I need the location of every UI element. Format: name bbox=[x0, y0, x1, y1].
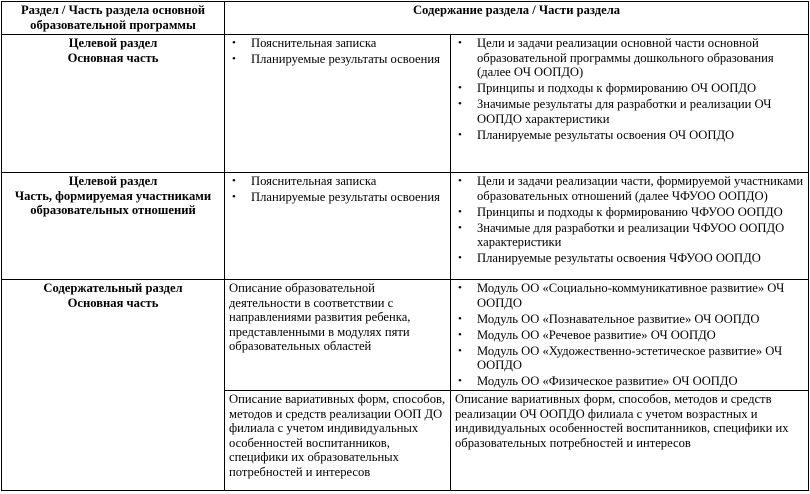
table-row bbox=[2, 173, 809, 280]
list-item: • Модуль ОО «Физическое развитие» ОЧ ООПДО bbox=[477, 374, 804, 389]
bullet-list bbox=[229, 36, 446, 67]
content-paragraph: Описание вариативных форм, способов, методов и средств реализации ОЧ ООПДО филиала с учетом возрастных и индивидуальных особенностей воспитанников, специфики их образовательных потребностей и интересов bbox=[455, 392, 789, 450]
list-item: • Принципы и подходы к формированию ЧФУОО ООПДО bbox=[477, 205, 804, 220]
content-text-cell bbox=[451, 391, 809, 491]
section-title-cell: Целевой раздел Часть, формируемая участниками образовательных отношений bbox=[2, 173, 225, 280]
program-structure-table bbox=[1, 1, 809, 491]
content-text-cell bbox=[225, 280, 451, 391]
list-item: • Цели и задачи реализации основной части основной образовательной программы дошкольного образования (далее ОЧ ООПДО) bbox=[477, 36, 804, 80]
list-item: • Модуль ОО «Художественно-эстетическое развитие» ОЧ ООПДО bbox=[477, 344, 804, 373]
list-item: • Значимые результаты для разработки и реализации ОЧ ООПДО характеристики bbox=[477, 97, 804, 126]
list-item: • Цели и задачи реализации части, формируемой участниками образовательных отношений (далее ЧФУОО ООПДО) bbox=[477, 174, 804, 203]
bullet-list bbox=[455, 281, 804, 389]
list-item: • Принципы и подходы к формированию ОЧ ООПДО bbox=[477, 81, 804, 96]
table-header-row bbox=[2, 2, 809, 35]
list-item: • Пояснительная записка bbox=[251, 174, 446, 189]
section-title-cell: Содержательный раздел Основная часть bbox=[2, 280, 225, 491]
bullet-list bbox=[229, 174, 446, 205]
bullet-list bbox=[455, 36, 804, 142]
list-item: • Модуль ОО «Речевое развитие» ОЧ ООПДО bbox=[477, 328, 804, 343]
table-row bbox=[2, 35, 809, 173]
header-content-column: Содержание раздела / Части раздела bbox=[225, 2, 809, 35]
bullet-list bbox=[455, 174, 804, 266]
list-item: • Планируемые результаты освоения ОЧ ООПДО bbox=[477, 128, 804, 143]
list-item: • Модуль ОО «Социально-коммуникативное развитие» ОЧ ООПДО bbox=[477, 281, 804, 310]
list-item: • Планируемые результаты освоения ЧФУОО ООПДО bbox=[477, 251, 804, 266]
header-section-column: Раздел / Часть раздела основной образовательной программы bbox=[2, 2, 225, 35]
section-title-cell: Целевой раздел Основная часть bbox=[2, 35, 225, 173]
table-row bbox=[2, 280, 809, 391]
content-list-cell bbox=[451, 280, 809, 391]
list-item: • Планируемые результаты освоения bbox=[251, 190, 446, 205]
content-list-cell bbox=[225, 35, 451, 173]
content-paragraph: Описание образовательной деятельности в соответствии с направлениями развития ребенка, представленными в модулях пяти образовательных областей bbox=[229, 281, 411, 353]
content-list-cell bbox=[451, 35, 809, 173]
content-list-cell bbox=[451, 173, 809, 280]
list-item: • Значимые для разработки и реализации ЧФУОО ООПДО характеристики bbox=[477, 221, 804, 250]
content-text-cell bbox=[225, 391, 451, 491]
list-item: • Модуль ОО «Познавательное развитие» ОЧ ООПДО bbox=[477, 312, 804, 327]
content-list-cell bbox=[225, 173, 451, 280]
list-item: • Планируемые результаты освоения bbox=[251, 52, 446, 67]
list-item: • Пояснительная записка bbox=[251, 36, 446, 51]
content-paragraph: Описание вариативных форм, способов, методов и средств реализации ООП ДО филиала с учетом индивидуальных особенностей воспитанников, специфики их образовательных потребностей и интересов bbox=[229, 392, 446, 479]
